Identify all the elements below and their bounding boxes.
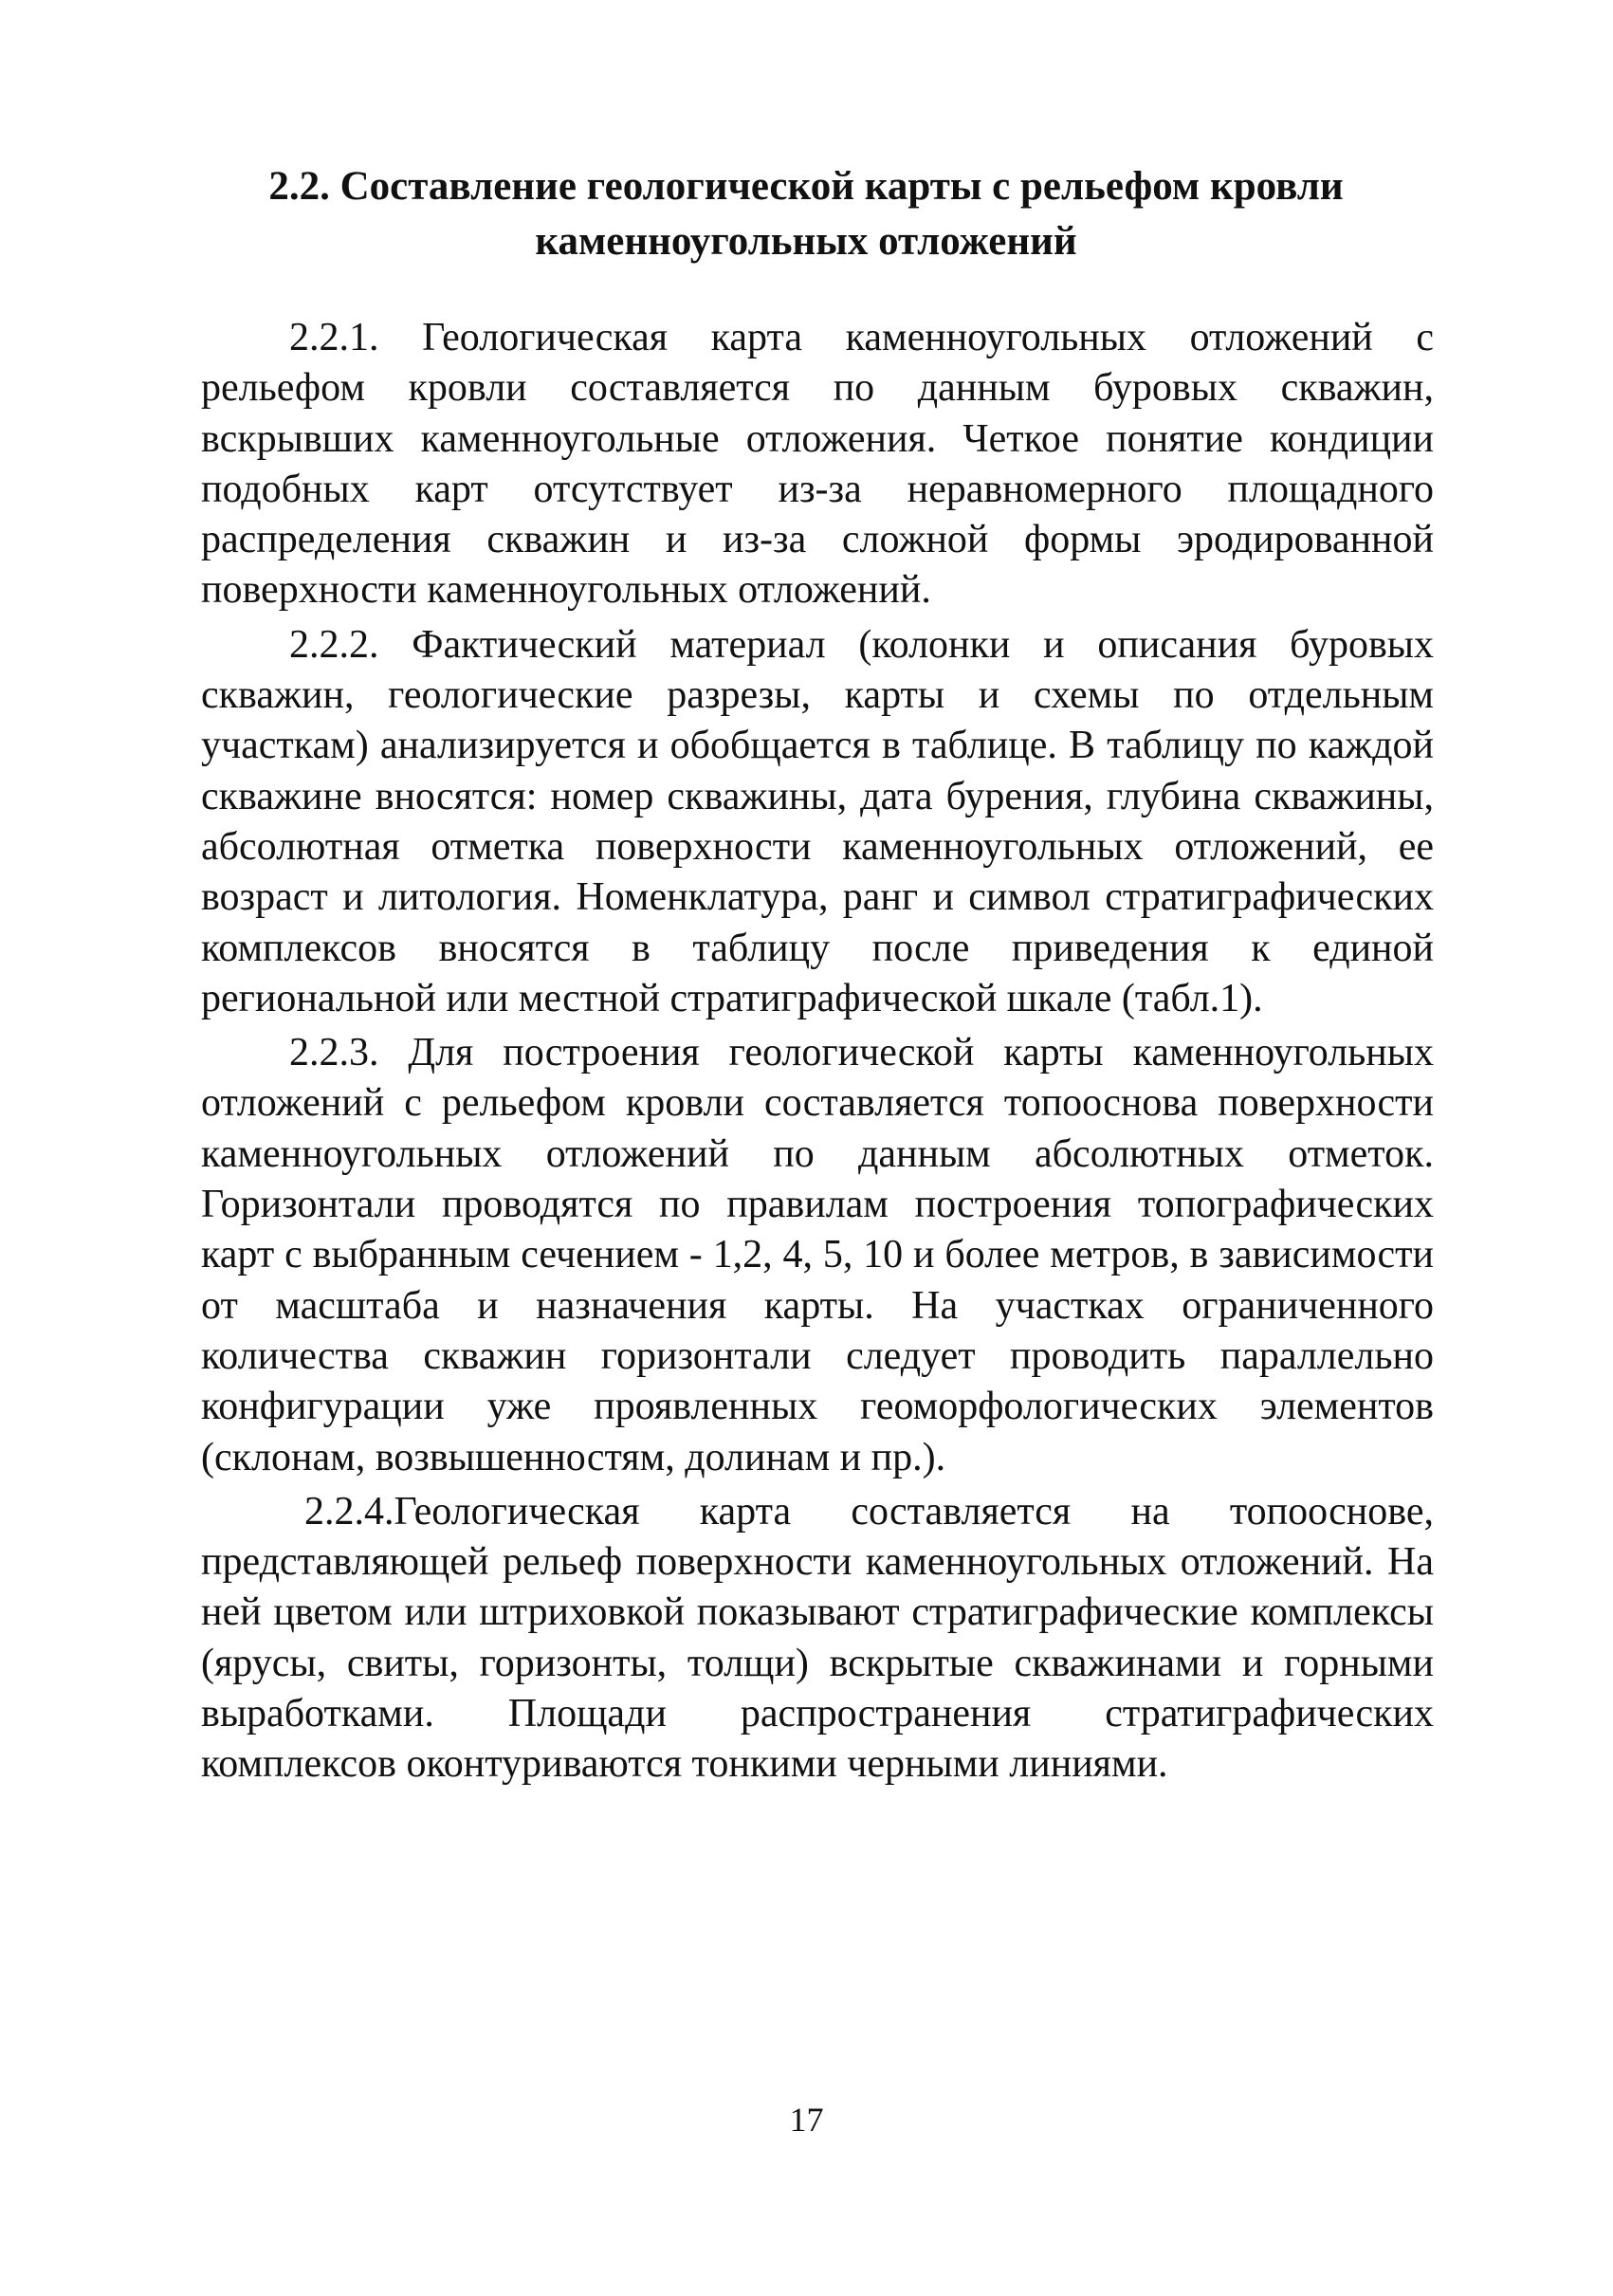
paragraph-2-2-2: 2.2.2. Фактический материал (колонки и описания буровых скважин, геологические разрезы, карты и схемы по отдельным участкам) анализируется и обобщается в таблице. В таблицу по каждой скважине вносятся: номер скважины, дата бурения, глубина скважины, абсолютная отметка поверхности каменноугольных отложений, ее возраст и литология. Номенклатура, ранг и символ стратиграфических комплексов вносятся в таблицу после приведения к единой региональной или местной стратиграфической шкале (табл.1).: [201, 622, 1434, 1020]
body-text: [201, 313, 1434, 1794]
paragraph-2-2-3: 2.2.3. Для построения геологической карты каменноугольных отложений с рельефом кровли составляется топооснова поверхности каменноугольных отложений по данным абсолютных отметок. Горизонтали проводятся по правилам построения топографических карт с выбранным сечением - 1,2, 4, 5, 10 и более метров, в зависимости от масштаба и назначения карты. На участках ограниченного количества скважин горизонтали следует проводить параллельно конфигурации уже проявленных геоморфологических элементов (склонам, возвышенностям, долинам и пр.).: [201, 1031, 1434, 1479]
paragraph-2-2-4: 2.2.4.Геологическая карта составляется на топооснове, представляющей рельеф поверхности каменноугольных отложений. На ней цветом или штриховкой показывают стратиграфические комплексы (ярусы, свиты, горизонты, толщи) вскрытые скважинами и горными выработками. Площади распространения стратиграфических комплексов оконтуриваются тонкими черными линиями.: [201, 1489, 1434, 1787]
section-heading: [190, 159, 1422, 269]
page-number: 17: [789, 2101, 824, 2139]
paragraph-2-2-1: 2.2.1. Геологическая карта каменноугольных отложений с рельефом кровли составляется по данным буровых скважин, вскрывших каменноугольные отложения. Четкое понятие кондиции подобных карт отсутствует из-за неравномерного площадного распределения скважин и из-за сложной формы эродированной поверхности каменноугольных отложений.: [201, 316, 1434, 613]
section-heading-line-1: 2.2. Составление геологической карты с рельефом кровли: [268, 164, 1344, 209]
section-heading-line-2: каменноугольных отложений: [535, 219, 1077, 264]
